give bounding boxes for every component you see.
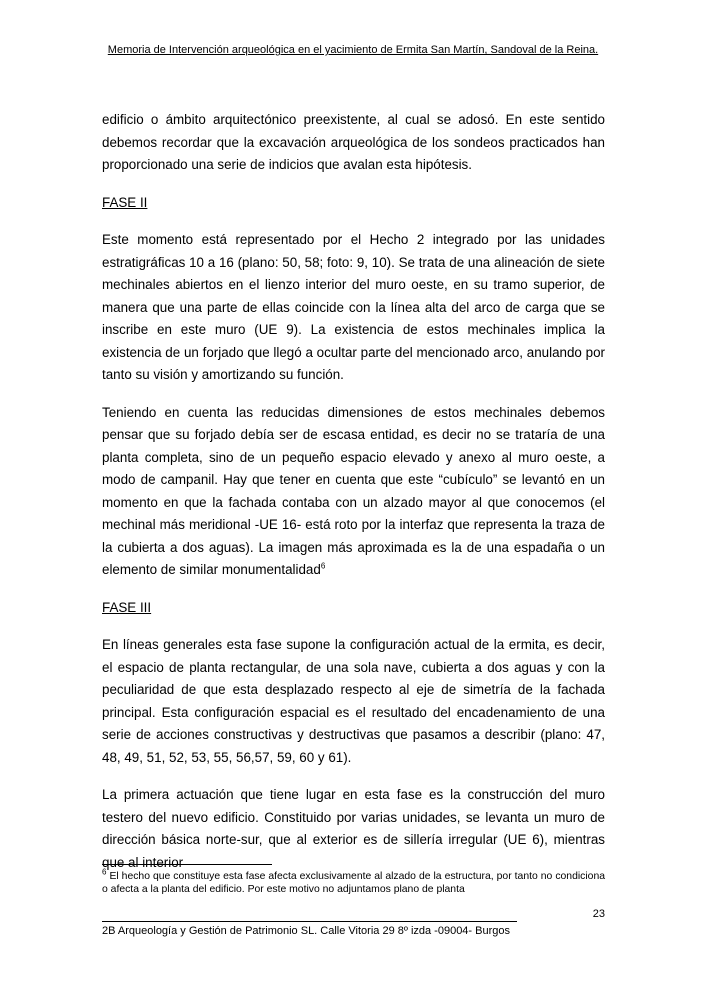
paragraph-fase-ii-mechinales [102, 402, 605, 582]
footnote-text: El hecho que constituye esta fase afecta exclusivamente al alzado de la estructura, por tanto no condiciona o afecta a la planta del edificio. Por este motivo no adjuntamos plano de planta [102, 871, 605, 895]
running-footer: 2B Arqueología y Gestión de Patrimonio SL. Calle Vitoria 29 8º izda -09004- Burgos [102, 925, 510, 937]
footer-divider [102, 921, 517, 922]
paragraph-fase-iii-muro-testero: La primera actuación que tiene lugar en esta fase es la construcción del muro testero del nuevo edificio. Constituido por varias unidades, se levanta un muro de dirección básica norte-sur, que al exterior es de sillería irregular (UE 6), mientras que al interior [102, 787, 605, 870]
footnote-divider [102, 864, 272, 865]
paragraph-fase-iii-configuracion: En líneas generales esta fase supone la configuración actual de la ermita, es decir, el espacio de planta rectangular, de una sola nave, cubierta a dos aguas y con la peculiaridad de que esta desplazado respecto al eje de simetría de la fachada principal. Esta configuración espacial es el resultado del encadenamiento de una serie de acciones constructivas y destructivas que pasamos a describir (plano: 47, 48, 49, 51, 52, 53, 55, 56,57, 59, 60 y 61). [102, 637, 605, 765]
paragraph-fase-ii-mechinales-text: Teniendo en cuenta las reducidas dimensiones de estos mechinales debemos pensar que su forjado debía ser de escasa entidad, es decir no se trataría de una planta completa, sino de un pequeño espacio elevado y anexo al muro oeste, a modo de campanil. Hay que tener en cuenta que este “cubículo” se levantó en un momento en que la fachada contaba con un alzado mayor al que conocemos (el mechinal más meridional -UE 16- está roto por la interfaz que representa la traza de la cubierta a dos aguas). La imagen más aproximada es la de una espadaña o un elemento de similar monumentalidad [102, 404, 605, 577]
footnote-number: 6 [102, 867, 107, 877]
heading-fase-ii: FASE II [102, 194, 148, 210]
page-number: 23 [592, 908, 605, 920]
paragraph-fase-ii-hecho-2: Este momento está representado por el Hecho 2 integrado por las unidades estratigráficas 10 a 16 (plano: 50, 58; foto: 9, 10). Se trata de una alineación de siete mechinales abiertos en el lienzo interior del muro oeste, en su tramo superior, de manera que una parte de ellas coincide con la línea alta del arco de carga que se inscribe en este muro (UE 9). La existencia de estos mechinales implica la existencia de un forjado que llegó a ocultar parte del mencionado arco, anulando por tanto su visión y amortizando su función. [102, 232, 605, 382]
footnote-reference[interactable]: 6 [320, 561, 326, 571]
running-header: Memoria de Intervención arqueológica en el yacimiento de Ermita San Martín, Sandoval de la Reina. [107, 44, 599, 56]
heading-fase-iii: FASE III [102, 599, 152, 615]
paragraph-continuation: edificio o ámbito arquitectónico preexistente, al cual se adosó. En este sentido debemos recordar que la excavación arqueológica de los sondeos practicados han proporcionado una serie de indicios que avalan esta hipótesis. [102, 112, 605, 172]
footnote [102, 867, 605, 896]
main-text [102, 109, 605, 874]
